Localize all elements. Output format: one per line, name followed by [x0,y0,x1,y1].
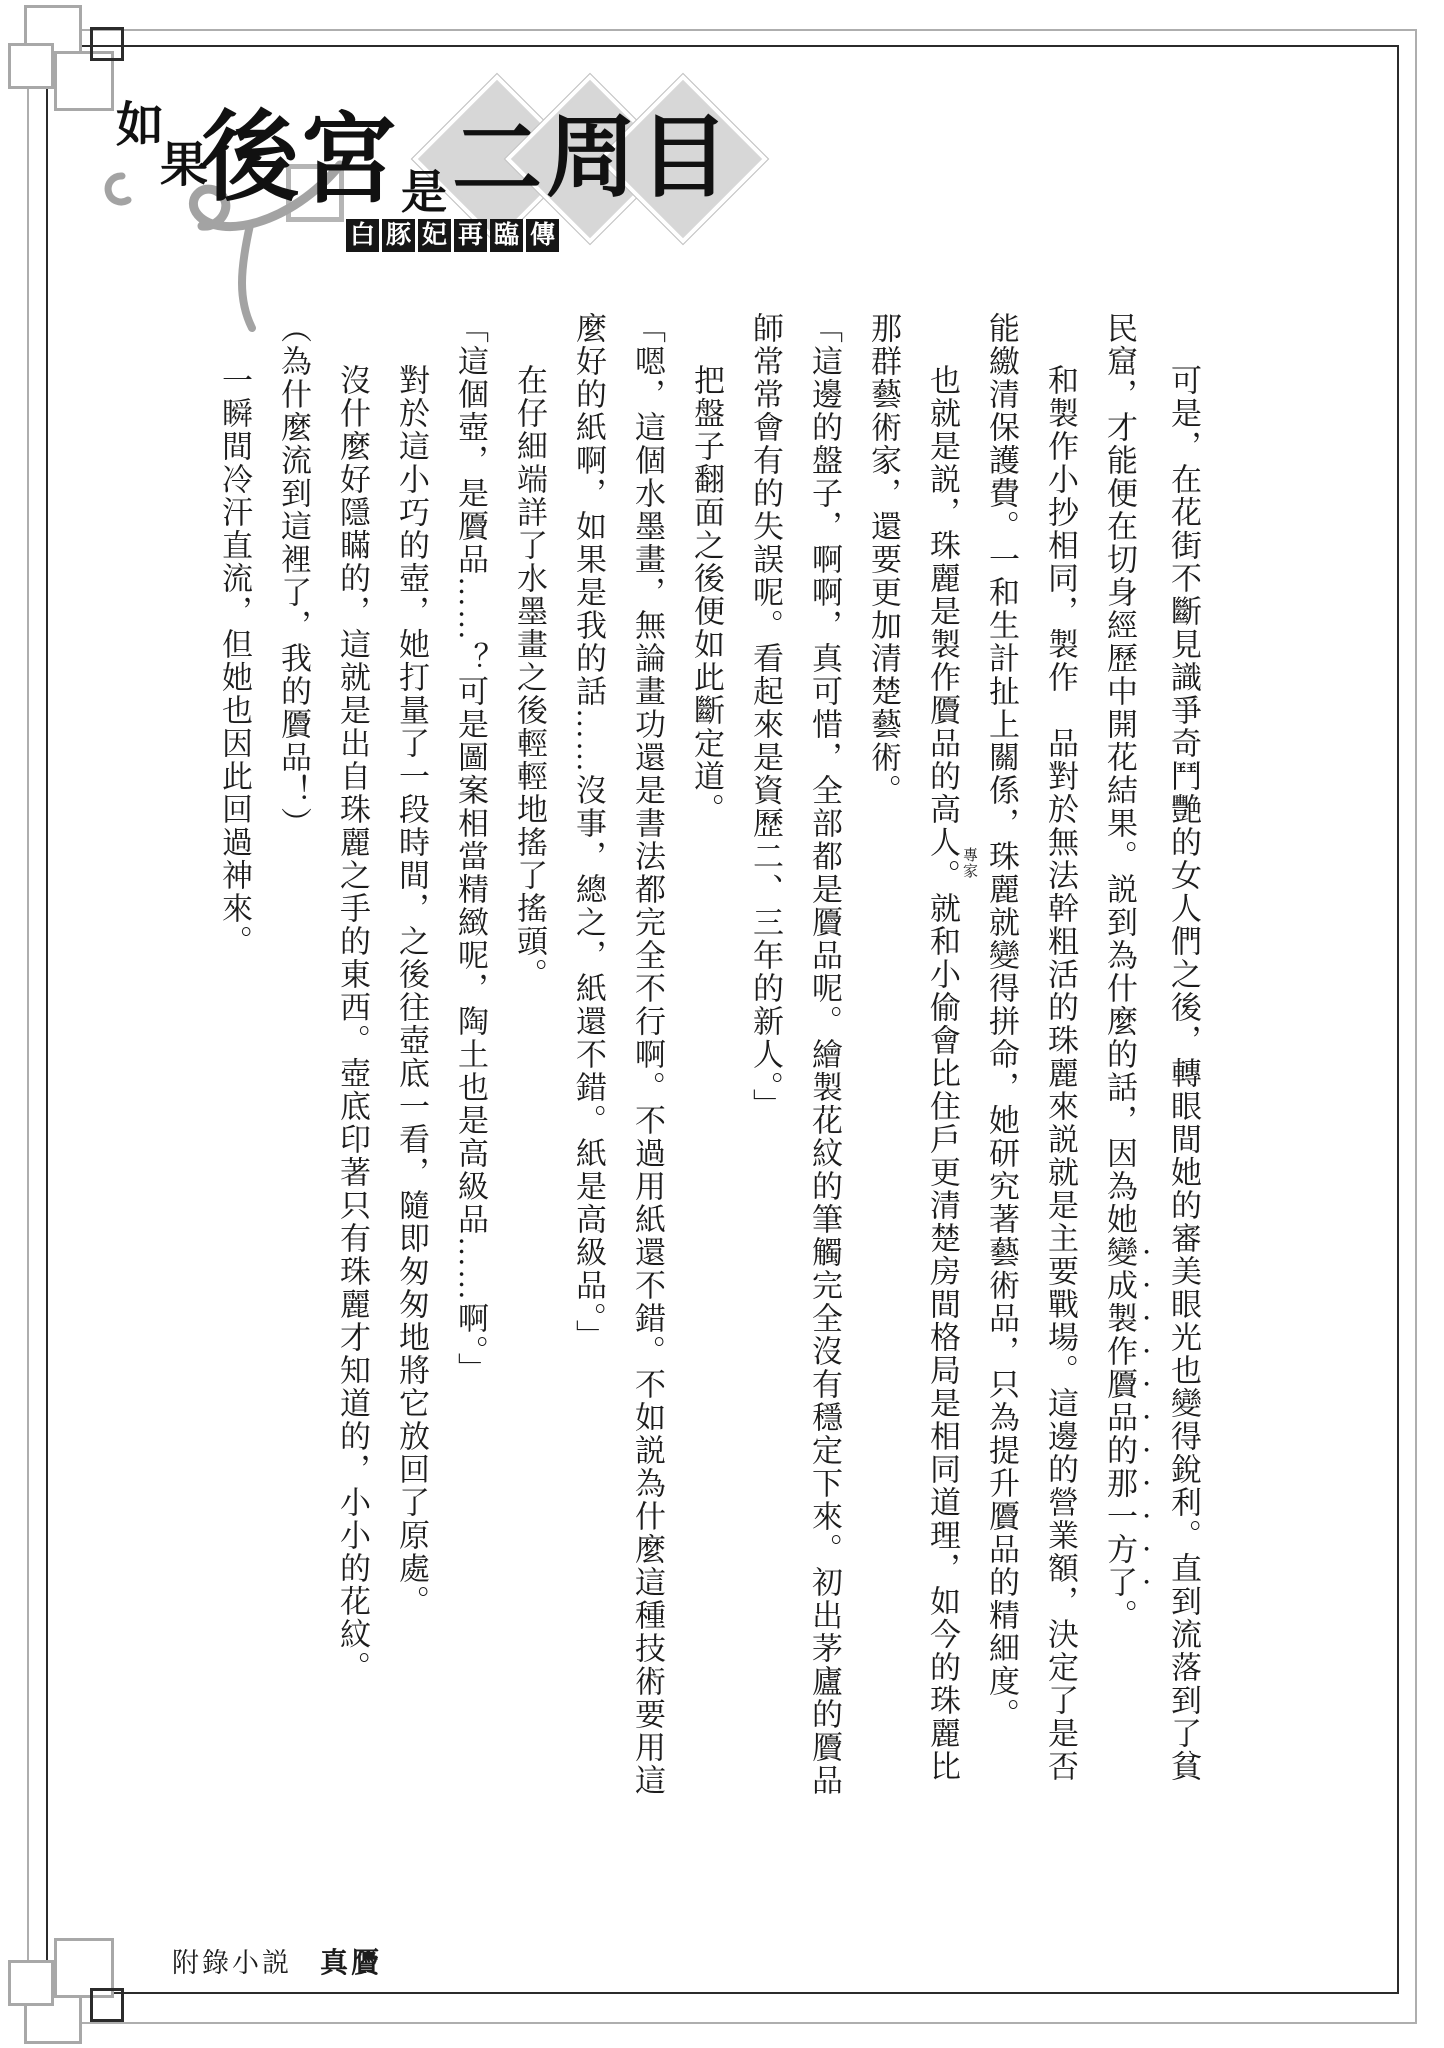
logo-char: 如 [116,99,165,152]
text-column [1031,312,1090,1812]
text-column [264,312,323,1812]
subtitle-box: 再 [454,219,487,252]
subtitle-box: 白 [346,219,379,252]
text-column [972,312,1031,1812]
text-segment: 。 [1102,1599,1137,1632]
ornament-square [90,1988,124,2022]
text-column [559,312,618,1812]
text-column [618,312,677,1812]
text-column [1154,312,1213,1812]
text-segment: 民窟，才能便在切身經歷中開花結果。説到為什麼的話，因為她 [1102,312,1137,1236]
footer-series-label: 附錄小説 [172,1948,292,1978]
logo-char: 目 [639,109,729,208]
subtitle-box: 傳 [526,219,559,252]
logo-subtitle [346,219,562,252]
text-segment: 「這個壺，是贗品……？可是圖案相當精緻呢，陶土也是高級品……啊。」 [453,312,488,1386]
text-segment: 在仔細端詳了水墨畫之後輕輕地搖了搖頭。 [512,364,547,991]
logo-char: 二 [452,111,542,210]
ruby-annotation: 專家 [961,847,977,879]
text-segment: 「嗯，這個水墨畫，無論畫功還是書法都完全不行啊。不過用紙還不錯。不如説為什麼這種技術要用這 [630,312,665,1797]
subtitle-box: 臨 [490,219,523,252]
text-segment: 「這邊的盤子，啊啊，真可惜，全部都是贗品呢。繪製花紋的筆觸完全沒有穩定下來。初出茅廬的贗品 [807,312,842,1797]
text-segment: 對於這小巧的壺，她打量了一段時間，之後往壺底一看，隨即匆匆地將它放回了原處。 [394,364,429,1618]
text-segment: （為什麼流到這裡了，我的贗品！） [276,312,311,840]
text-segment: 也就是説，珠麗是製作贗品的 [925,364,960,793]
emphasized-text: 變成製作贗品的那一方了 [1102,1236,1137,1599]
logo-char: 周 [546,109,636,208]
logo-char: 宮 [299,107,398,215]
text-segment: 那群藝術家，還要更加清楚藝術。 [866,312,901,807]
text-column [500,312,559,1812]
logo-char: 果 [160,139,209,192]
text-segment: 把盤子翻面之後便如此斷定道。 [689,364,724,826]
text-column [736,312,795,1812]
text-segment: 和製作小抄相同，製作 品對於無法幹粗活的珠麗來説就是主要戰場。這邊的營業額，決定了是否 [1043,364,1078,1783]
text-column [1090,312,1154,1812]
text-block [205,312,1213,1812]
subtitle-box: 妃 [418,219,451,252]
text-segment: 可是，在花街不斷見識爭奇鬥艷的女人們之後，轉眼間她的審美眼光也變得銳利。直到流落到了貧 [1166,364,1201,1783]
text-column [677,312,736,1812]
text-segment: 能繳清保護費。一和生計扯上關係，珠麗就變得拼命，她研究著藝術品，只為提升贗品的精細度。 [984,312,1019,1731]
text-column [913,312,977,1812]
text-column [441,312,500,1812]
series-logo [0,0,760,290]
footer [172,1941,382,1981]
text-segment: 。就和小偷會比住戶更清楚房間格局是相同道理，如今的珠麗比 [925,859,960,1783]
text-segment: 沒什麼好隱瞞的，這就是出自珠麗之手的東西。壺底印著只有珠麗才知道的，小小的花紋。 [335,364,370,1684]
text-column [382,312,441,1812]
text-segment: 一瞬間冷汗直流，但她也因此回過神來。 [217,364,252,958]
corner-ornament-bottom-left [6,1912,128,2046]
text-column [205,312,264,1812]
logo-char: 是 [401,167,447,218]
text-column [854,312,913,1812]
text-segment: 麼好的紙啊，如果是我的話……沒事，總之，紙還不錯。紙是高級品。」 [571,312,606,1353]
logo-char: 後 [201,105,300,213]
ruby-base: 高人 專家 [925,793,977,879]
subtitle-box: 豚 [382,219,415,252]
text-column [323,312,382,1812]
footer-story-title: 真贗 [320,1948,383,1979]
text-column [795,312,854,1812]
ornament-square [8,1960,54,2006]
text-segment: 師常常會有的失誤呢。看起來是資歷二、三年的新人。」 [748,312,783,1122]
